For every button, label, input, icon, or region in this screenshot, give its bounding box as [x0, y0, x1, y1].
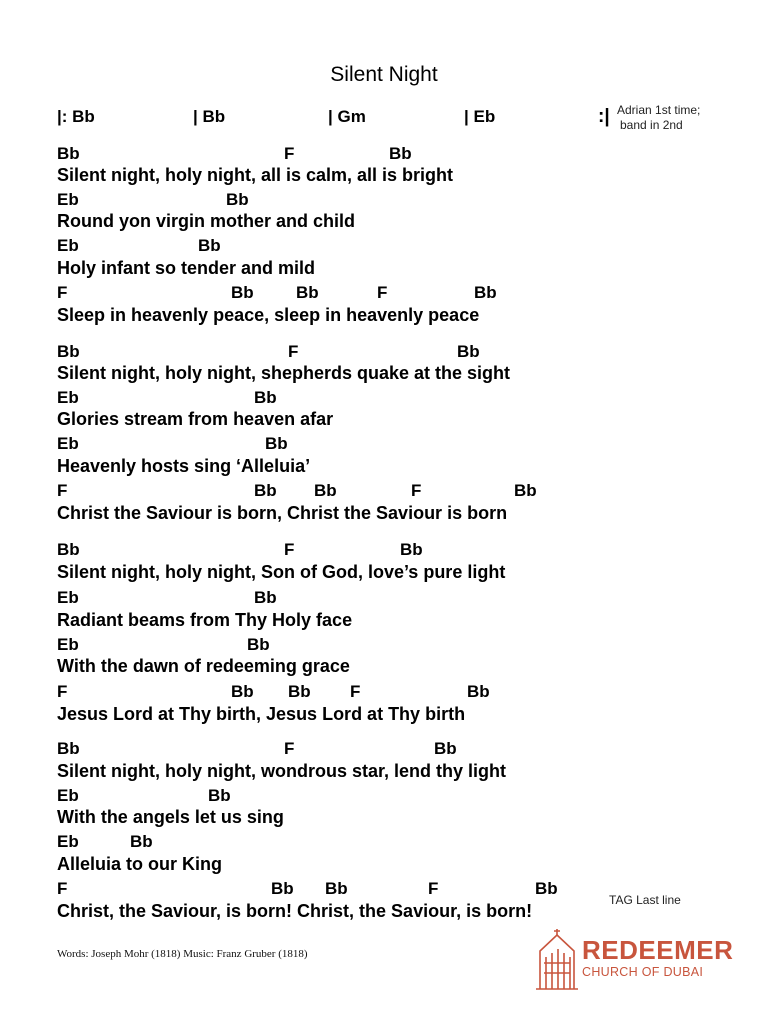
chord: F — [411, 481, 422, 500]
lyric-line: Heavenly hosts sing ‘Alleluia’ — [57, 456, 311, 476]
credit-line: Words: Joseph Mohr (1818) Music: Franz Gruber (1818) — [57, 948, 308, 960]
chord: Bb — [400, 540, 423, 559]
chord: Bb — [57, 342, 80, 361]
chord: Bb — [198, 236, 221, 255]
chord: Bb — [271, 879, 294, 898]
intro-bar-1: |: Bb — [57, 107, 95, 126]
chord: Bb — [474, 283, 497, 302]
chord: F — [288, 342, 299, 361]
chord: F — [284, 540, 295, 559]
chord: F — [57, 682, 68, 701]
lyric-line: Jesus Lord at Thy birth, Jesus Lord at Thy birth — [57, 704, 466, 724]
intro-bar-2: | Bb — [193, 107, 226, 126]
church-logo — [534, 925, 734, 995]
church-building-icon — [534, 927, 580, 993]
chord: Bb — [208, 786, 231, 805]
chord: Eb — [57, 434, 79, 453]
chord: Bb — [231, 682, 254, 701]
lyric-line: With the dawn of redeeming grace — [57, 656, 350, 676]
chord: Bb — [254, 388, 277, 407]
lyric-line: With the angels let us sing — [57, 807, 284, 827]
intro-repeat-end: :| — [598, 106, 610, 127]
lyric-line: Radiant beams from Thy Holy face — [57, 610, 353, 630]
lyric-line: Christ the Saviour is born, Christ the Saviour is born — [57, 503, 508, 523]
chord: Bb — [57, 540, 80, 559]
intro-note-line-1: Adrian 1st time; — [617, 103, 701, 117]
chord: F — [284, 739, 295, 758]
chord: F — [57, 283, 68, 302]
chord: Bb — [389, 144, 412, 163]
chord: Bb — [226, 190, 249, 209]
chord: Bb — [254, 588, 277, 607]
chord: Eb — [57, 635, 79, 654]
lyric-line: Silent night, holy night, all is calm, all is bright — [57, 165, 454, 185]
chord: F — [428, 879, 439, 898]
intro-note-line-2: band in 2nd — [620, 118, 683, 132]
chord: Eb — [57, 588, 79, 607]
chord: Eb — [57, 236, 79, 255]
chord: F — [350, 682, 361, 701]
chord: Bb — [325, 879, 348, 898]
song-title: Silent Night — [330, 63, 438, 86]
logo-name: REDEEMER — [582, 935, 734, 965]
chord: Bb — [231, 283, 254, 302]
lyric-line: Christ, the Saviour, is born! Christ, the Saviour, is born! — [57, 901, 533, 921]
lyric-line: Sleep in heavenly peace, sleep in heavenly peace — [57, 305, 480, 325]
chord: Bb — [457, 342, 480, 361]
chord: Bb — [265, 434, 288, 453]
lyric-line: Silent night, holy night, wondrous star, lend thy light — [57, 761, 506, 781]
chord: Bb — [314, 481, 337, 500]
chord: Bb — [514, 481, 537, 500]
chord: Bb — [288, 682, 311, 701]
logo-subtitle: CHURCH OF DUBAI — [582, 965, 704, 979]
chord: Bb — [535, 879, 558, 898]
chord: F — [57, 879, 68, 898]
chord: F — [377, 283, 388, 302]
chord: Bb — [130, 832, 153, 851]
chord: Bb — [57, 739, 80, 758]
lyric-line: Silent night, holy night, shepherds quake at the sight — [57, 363, 511, 383]
lyric-line: Silent night, holy night, Son of God, love’s pure light — [57, 562, 506, 582]
chord: Bb — [296, 283, 319, 302]
chord: Bb — [434, 739, 457, 758]
chord: Bb — [254, 481, 277, 500]
chord: Eb — [57, 832, 79, 851]
chord: Bb — [57, 144, 80, 163]
chord: F — [284, 144, 295, 163]
chord: Bb — [247, 635, 270, 654]
chord: Eb — [57, 786, 79, 805]
chord: Eb — [57, 190, 79, 209]
lyric-line: Glories stream from heaven afar — [57, 409, 334, 429]
lyric-line: Holy infant so tender and mild — [57, 258, 316, 278]
lyric-line: Alleluia to our King — [57, 854, 222, 874]
tag-note: TAG Last line — [609, 893, 681, 907]
intro-bar-4: | Eb — [464, 107, 496, 126]
chord: F — [57, 481, 68, 500]
lyric-line: Round yon virgin mother and child — [57, 211, 356, 231]
chord: Eb — [57, 388, 79, 407]
chord: Bb — [467, 682, 490, 701]
intro-bar-3: | Gm — [328, 107, 366, 126]
